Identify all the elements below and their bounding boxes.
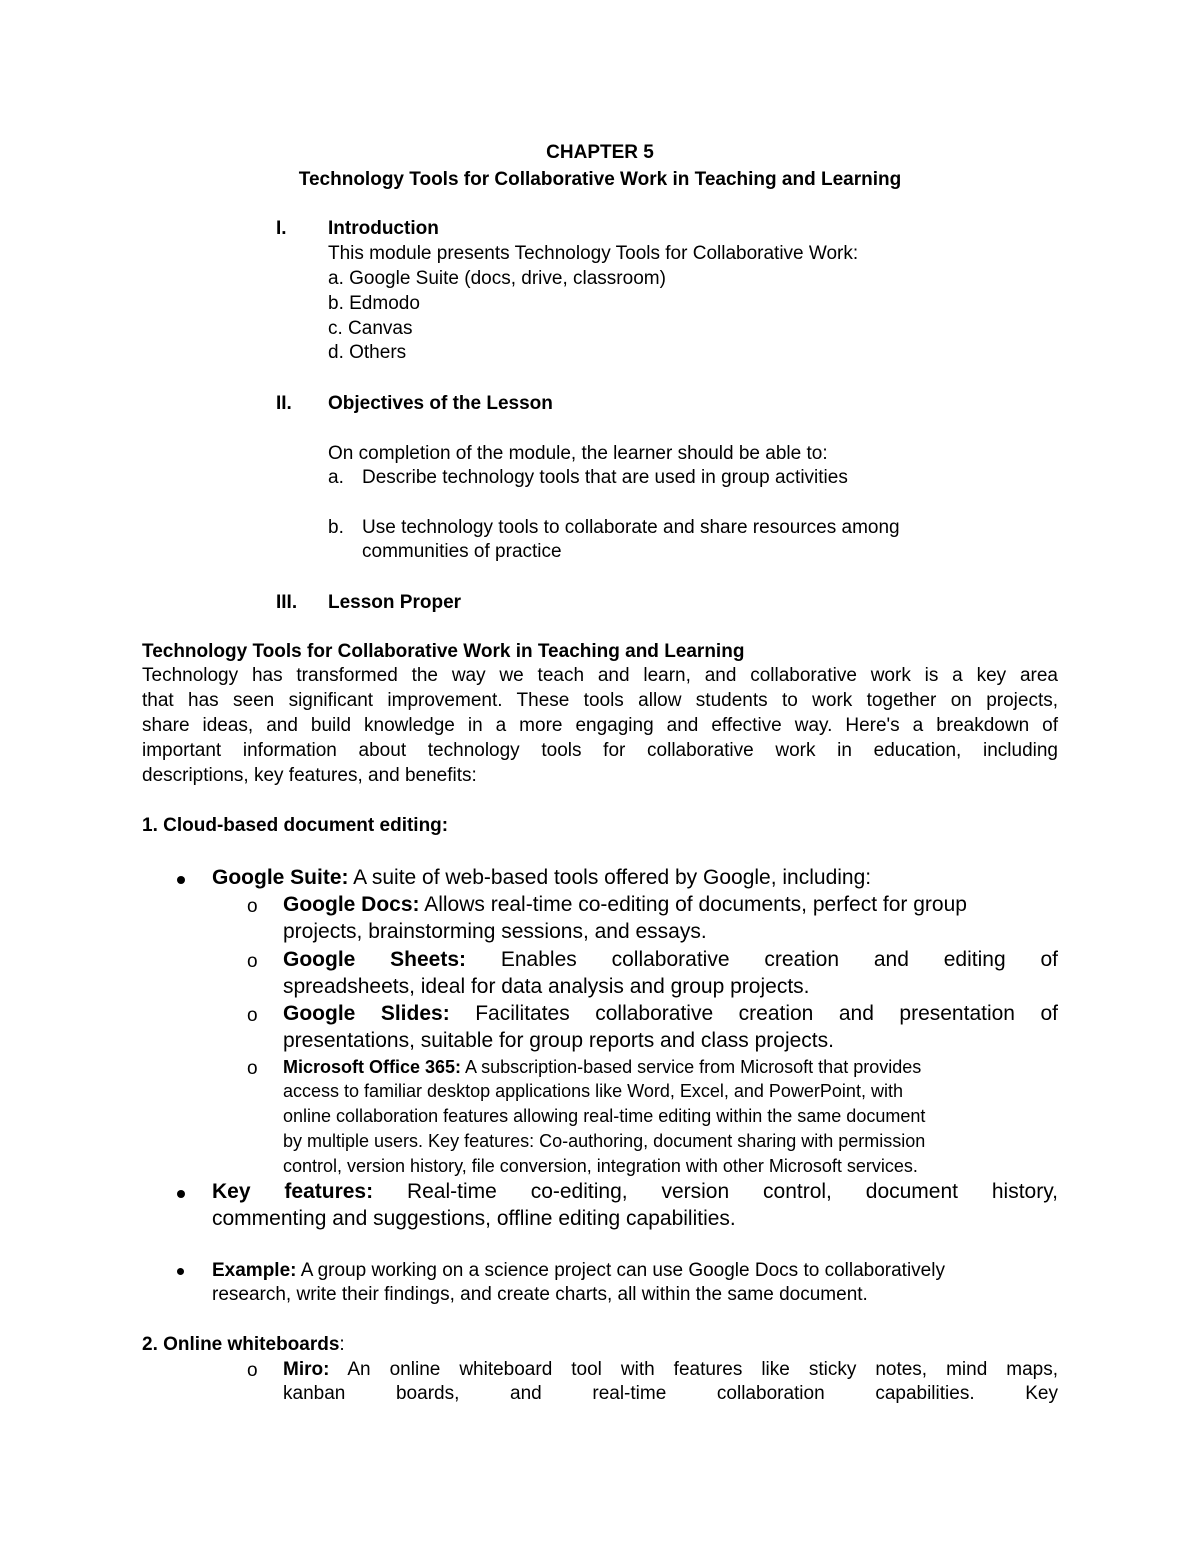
intro-lead: This module presents Technology Tools for Collaborative Work:: [328, 243, 859, 264]
objectives-lead: On completion of the module, the learner should be able to:: [328, 443, 828, 464]
sub-bullet-icon: o: [247, 1058, 258, 1079]
key-features-item: [212, 1180, 1058, 1204]
intro-item-c: c. Canvas: [328, 318, 413, 339]
key-features-text-cont: commenting and suggestions, offline editing capabilities.: [212, 1207, 736, 1230]
lesson-heading: Lesson Proper: [328, 592, 462, 613]
intro-heading: Introduction: [328, 218, 439, 239]
google-sheets-text-cont: spreadsheets, ideal for data analysis and group projects.: [283, 975, 810, 998]
intro-item-d: d. Others: [328, 342, 407, 363]
sub-bullet-icon: o: [247, 896, 258, 917]
example-label: Example:: [212, 1260, 297, 1281]
body-paragraph-line: share ideas, and build knowledge in a more engaging and effective way. Here's a breakdown of: [142, 715, 1058, 736]
objectives-number: II.: [276, 393, 292, 414]
chapter-title: Technology Tools for Collaborative Work in Teaching and Learning: [298, 169, 902, 190]
sub-bullet-icon: o: [247, 1360, 258, 1381]
google-suite-label: Google Suite:: [212, 866, 349, 889]
body-paragraph-line: Technology has transformed the way we teach and learn, and collaborative work is a key area: [142, 665, 1058, 686]
example-text: A group working on a science project can use Google Docs to collaboratively: [296, 1260, 945, 1281]
section2-colon: :: [339, 1334, 345, 1355]
intro-number: I.: [276, 218, 287, 239]
google-slides-label: Google Slides:: [283, 1002, 450, 1025]
miro-text-cont: kanban boards, and real-time collaboration capabilities. Key: [283, 1383, 1058, 1404]
google-docs-text: Allows real-time co-editing of documents, perfect for group: [419, 893, 967, 916]
google-suite-item: [212, 866, 871, 890]
sub-bullet-icon: o: [247, 1005, 258, 1026]
miro-text: An online whiteboard tool with features like sticky notes, mind maps,: [329, 1359, 1058, 1380]
objective-a-text: Describe technology tools that are used in group activities: [362, 467, 848, 488]
google-slides-item: [283, 1002, 1058, 1026]
objective-b-marker: b.: [328, 517, 344, 538]
chapter-label: CHAPTER 5: [546, 142, 654, 163]
objectives-heading: Objectives of the Lesson: [328, 393, 553, 414]
sub-bullet-icon: o: [247, 951, 258, 972]
section1-heading: 1. Cloud-based document editing:: [142, 815, 449, 836]
google-sheets-item: [283, 948, 1058, 972]
google-docs-label: Google Docs:: [283, 893, 420, 916]
bullet-icon: [177, 876, 185, 884]
objective-b-text-cont: communities of practice: [362, 541, 562, 562]
google-docs-item: [283, 893, 967, 917]
ms-office-text-cont: access to familiar desktop applications like Word, Excel, and PowerPoint, with: [283, 1081, 903, 1101]
bullet-icon: [177, 1268, 184, 1275]
example-item: [212, 1260, 945, 1282]
ms-office-text-cont: online collaboration features allowing real-time editing within the same document: [283, 1106, 926, 1126]
lesson-number: III.: [276, 592, 298, 613]
ms-office-text: A subscription-based service from Microsoft that provides: [461, 1057, 922, 1077]
miro-label: Miro:: [283, 1359, 330, 1380]
section2-heading-line: [142, 1334, 345, 1356]
example-text-cont: research, write their findings, and create charts, all within the same document.: [212, 1284, 868, 1305]
bullet-icon: [177, 1190, 185, 1198]
intro-item-b: b. Edmodo: [328, 293, 420, 314]
google-slides-text-cont: presentations, suitable for group reports and class projects.: [283, 1029, 834, 1052]
google-suite-text: A suite of web-based tools offered by Google, including:: [348, 866, 872, 889]
objective-b-text: Use technology tools to collaborate and share resources among: [362, 517, 900, 538]
body-heading: Technology Tools for Collaborative Work in Teaching and Learning: [142, 641, 745, 662]
ms-office-item: [283, 1057, 921, 1078]
body-paragraph-line: that has seen significant improvement. These tools allow students to work together on projects,: [142, 690, 1058, 711]
body-paragraph-line: important information about technology tools for collaborative work in education, including: [142, 740, 1058, 761]
body-paragraph-line: descriptions, key features, and benefits:: [142, 765, 477, 786]
intro-item-a: a. Google Suite (docs, drive, classroom): [328, 268, 666, 289]
google-slides-text: Facilitates collaborative creation and presentation of: [449, 1002, 1059, 1025]
ms-office-text-cont: by multiple users. Key features: Co-authoring, document sharing with permission: [283, 1131, 926, 1151]
objective-a-marker: a.: [328, 467, 344, 488]
ms-office-label: Microsoft Office 365:: [283, 1057, 462, 1077]
section2-heading: 2. Online whiteboards: [142, 1334, 340, 1355]
key-features-text: Real-time co-editing, version control, document history,: [373, 1180, 1058, 1203]
google-sheets-label: Google Sheets:: [283, 948, 467, 971]
google-docs-text-cont: projects, brainstorming sessions, and essays.: [283, 920, 707, 943]
key-features-label: Key features:: [212, 1180, 374, 1203]
google-sheets-text: Enables collaborative creation and editing of: [466, 948, 1058, 971]
miro-item: [283, 1359, 1058, 1381]
ms-office-text-cont: control, version history, file conversion, integration with other Microsoft services.: [283, 1156, 918, 1176]
